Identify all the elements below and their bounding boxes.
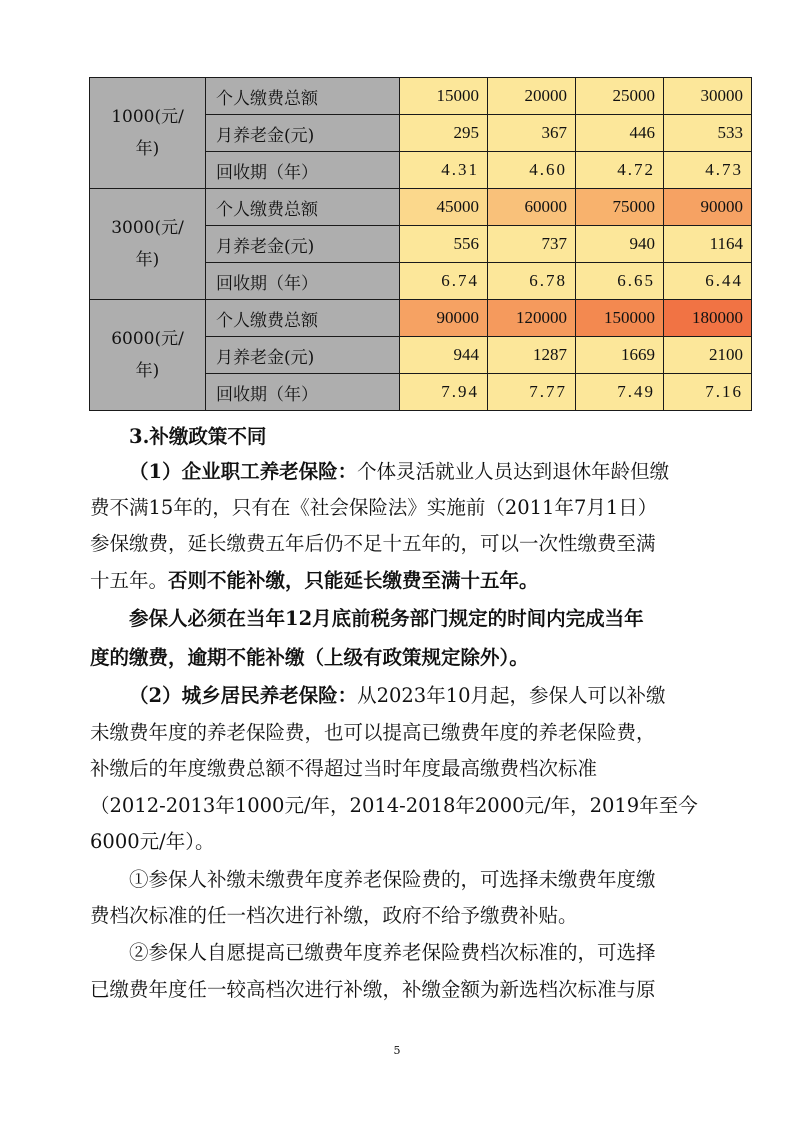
table-cell: 75000 (576, 189, 664, 226)
row-label: 个人缴费总额 (206, 78, 400, 115)
table-cell: 533 (664, 115, 752, 152)
table-cell: 20000 (488, 78, 576, 115)
row-label: 月养老金(元) (206, 337, 400, 374)
para1-line4-normal: 十五年。 (90, 569, 169, 592)
table-cell: 7.49 (576, 374, 664, 411)
table-cell: 367 (488, 115, 576, 152)
table-cell: 4.31 (400, 152, 488, 189)
section-heading: 3.补缴政策不同 (129, 425, 267, 448)
table-cell: 7.77 (488, 374, 576, 411)
group-label-line2: 年) (135, 139, 160, 159)
para3-bold-lead: （2）城乡居民养老保险： (129, 684, 358, 707)
row-label: 个人缴费总额 (206, 300, 400, 337)
table-cell: 446 (576, 115, 664, 152)
group-label (90, 300, 206, 411)
row-label: 个人缴费总额 (206, 189, 400, 226)
table-cell: 4.60 (488, 152, 576, 189)
table-cell: 7.16 (664, 374, 752, 411)
table-cell: 1669 (576, 337, 664, 374)
table-row (90, 189, 752, 226)
group-label-line1: 3000(元/ (111, 218, 184, 238)
para1-line1 (129, 460, 757, 484)
para5-line1: ②参保人自愿提高已缴费年度养老保险费档次标准的，可选择 (129, 941, 656, 964)
table-cell: 7.94 (400, 374, 488, 411)
table-cell: 737 (488, 226, 576, 263)
table-cell: 120000 (488, 300, 576, 337)
para1-line4-bold: 否则不能补缴，只能延长缴费至满十五年。 (168, 569, 539, 592)
group-label-line2: 年) (135, 361, 160, 381)
table-cell: 60000 (488, 189, 576, 226)
para1-bold-lead: （1）企业职工养老保险： (129, 460, 358, 483)
table-cell: 4.73 (664, 152, 752, 189)
table-cell: 2100 (664, 337, 752, 374)
group-label-line1: 1000(元/ (111, 107, 184, 127)
para5-line2: 已缴费年度任一较高档次进行补缴，补缴金额为新选档次标准与原 (90, 978, 656, 1001)
para4-line2: 费档次标准的任一档次进行补缴，政府不给予缴费补贴。 (90, 904, 578, 927)
para3-line3: 补缴后的年度缴费总额不得超过当时年度最高缴费档次标准 (90, 757, 598, 780)
group-label (90, 78, 206, 189)
table-cell: 15000 (400, 78, 488, 115)
group-label (90, 189, 206, 300)
table-cell: 6.65 (576, 263, 664, 300)
table-row (90, 300, 752, 337)
para1-line2: 费不满15年的，只有在《社会保险法》实施前（2011年7月1日） (90, 496, 658, 519)
table-cell: 6.74 (400, 263, 488, 300)
para1-line4 (90, 569, 718, 593)
para4-line1: ①参保人补缴未缴费年度养老保险费的，可选择未缴费年度缴 (129, 868, 656, 891)
table-cell: 6.78 (488, 263, 576, 300)
group-label-line1: 6000(元/ (111, 329, 184, 349)
table-cell: 180000 (664, 300, 752, 337)
row-label: 回收期（年） (206, 152, 400, 189)
table-cell: 4.72 (576, 152, 664, 189)
para1-line1-rest: 个体灵活就业人员达到退休年龄但缴 (357, 460, 670, 483)
row-label: 回收期（年） (206, 374, 400, 411)
pension-comparison-table (89, 77, 752, 411)
para3-line5: 6000元/年）。 (90, 830, 215, 853)
table-cell: 1287 (488, 337, 576, 374)
table-cell: 25000 (576, 78, 664, 115)
table-cell: 150000 (576, 300, 664, 337)
row-label: 月养老金(元) (206, 226, 400, 263)
para3-line1-rest: 从2023年10月起，参保人可以补缴 (357, 684, 666, 707)
table-cell: 6.44 (664, 263, 752, 300)
table-cell: 295 (400, 115, 488, 152)
para1-line3: 参保缴费，延长缴费五年后仍不足十五年的，可以一次性缴费至满 (90, 532, 656, 555)
para3-line1 (129, 684, 757, 708)
para3-line4: （2012-2013年1000元/年，2014-2018年2000元/年，2019年至今 (90, 794, 698, 817)
group-label-line2: 年) (135, 250, 160, 270)
table-row (90, 78, 752, 115)
para2-line2: 度的缴费，逾期不能补缴（上级有政策规定除外）。 (90, 646, 529, 669)
table-cell: 45000 (400, 189, 488, 226)
table-cell: 90000 (664, 189, 752, 226)
page-number: 5 (393, 1044, 401, 1057)
row-label: 月养老金(元) (206, 115, 400, 152)
table-cell: 30000 (664, 78, 752, 115)
row-label: 回收期（年） (206, 263, 400, 300)
table-cell: 1164 (664, 226, 752, 263)
para2-line1: 参保人必须在当年12月底前税务部门规定的时间内完成当年 (129, 607, 644, 630)
table-cell: 556 (400, 226, 488, 263)
table-cell: 90000 (400, 300, 488, 337)
table-cell: 940 (576, 226, 664, 263)
para3-line2: 未缴费年度的养老保险费，也可以提高已缴费年度的养老保险费， (90, 721, 656, 744)
table-cell: 944 (400, 337, 488, 374)
